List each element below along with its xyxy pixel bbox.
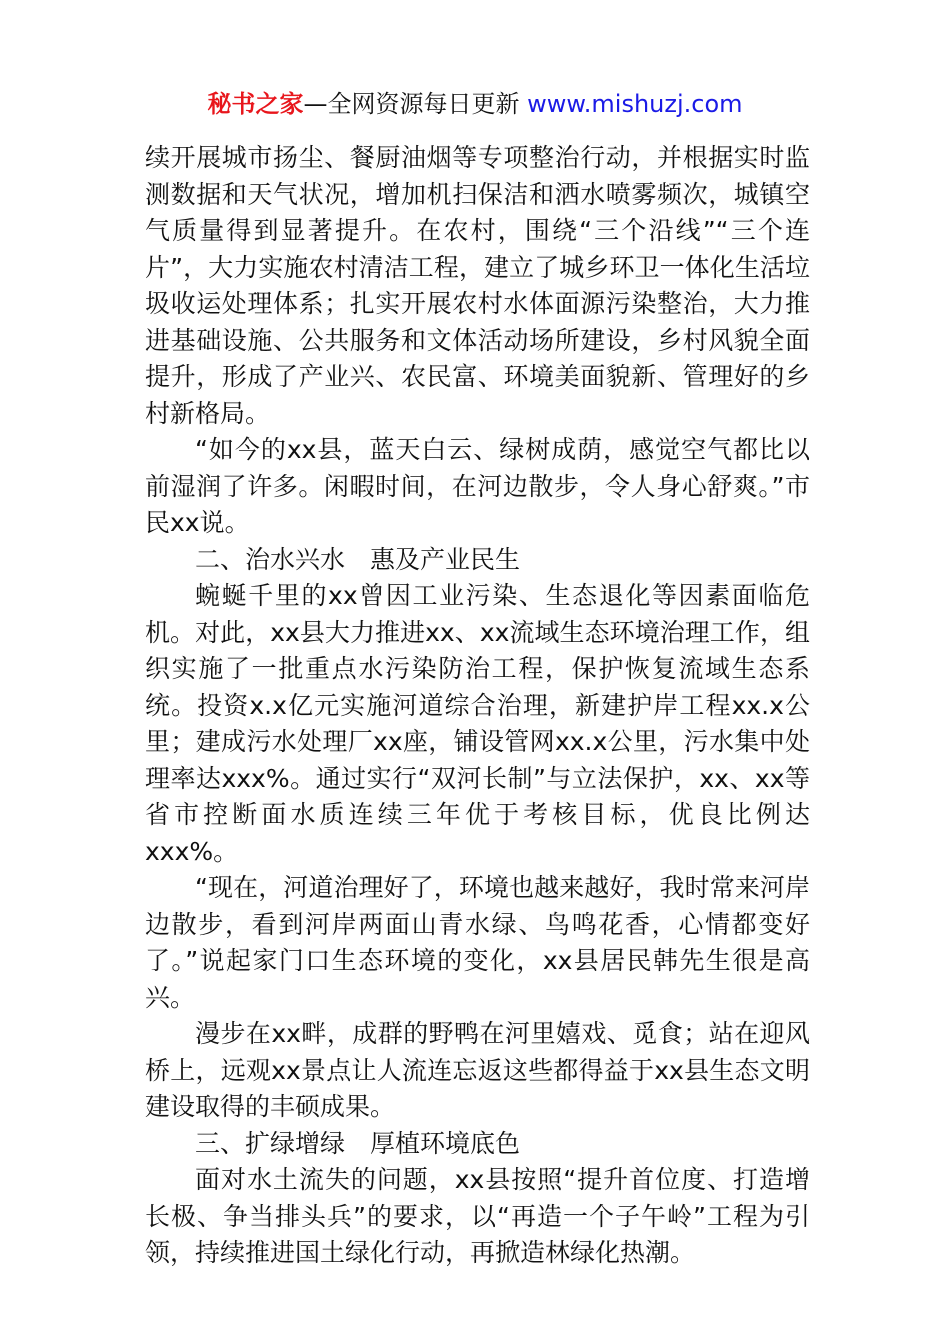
header-site-link[interactable]: www.mishuzj.com: [527, 90, 743, 118]
section-heading-2: 二、治水兴水 惠及产业民生: [195, 544, 521, 574]
header-tagline: —全网资源每日更新: [303, 90, 528, 118]
page-header: [0, 86, 950, 122]
paragraph-water-governance: 蜿蜒千里的xx曾因工业污染、生态退化等因素面临危机。对此，xx县大力推进xx、xx流域生态环境治理工作，组织实施了一批重点水污染防治工程，保护恢复流域生态系统。投资x.x亿元实施河道综合治理，新建护岸工程xx.x公里；建成污水处理厂xx座，铺设管网xx.x公里，污水集中处理率达xxx%。通过实行“双河长制”与立法保护，xx、xx等省市控断面水质连续三年优于考核目标，优良比例达xxx%。: [145, 581, 810, 866]
document-body: [145, 140, 810, 1272]
paragraph-continuation: 续开展城市扬尘、餐厨油烟等专项整治行动，并根据实时监测数据和天气状况，增加机扫保洁和洒水喷雾频次，城镇空气质量得到显著提升。在农村，围绕“三个沿线”“三个连片”，大力实施农村清洁工程，建立了城乡环卫一体化生活垃圾收运处理体系；扎实开展农村水体面源污染整治，大力推进基础设施、公共服务和文体活动场所建设，乡村风貌全面提升，形成了产业兴、农民富、环境美面貌新、管理好的乡村新格局。: [145, 143, 810, 428]
paragraph-quote-resident: “现在，河道治理好了，环境也越来越好，我时常来河岸边散步，看到河岸两面山青水绿、鸟鸣花香，心情都变好了。”说起家门口生态环境的变化，xx县居民韩先生很是高兴。: [145, 873, 810, 1012]
paragraph-quote-citizen: “如今的xx县，蓝天白云、绿树成荫，感觉空气都比以前湿润了许多。闲暇时间，在河边散步，令人身心舒爽。”市民xx说。: [145, 435, 810, 537]
header-brand: 秘书之家: [207, 90, 304, 118]
paragraph-greening: 面对水土流失的问题，xx县按照“提升首位度、打造增长极、争当排头兵”的要求，以“再造一个子午岭”工程为引领，持续推进国土绿化行动，再掀造林绿化热潮。: [145, 1165, 810, 1267]
paragraph-riverside: 漫步在xx畔，成群的野鸭在河里嬉戏、觅食；站在迎风桥上，远观xx景点让人流连忘返这些都得益于xx县生态文明建设取得的丰硕成果。: [145, 1019, 810, 1121]
section-heading-3: 三、扩绿增绿 厚植环境底色: [195, 1128, 521, 1158]
